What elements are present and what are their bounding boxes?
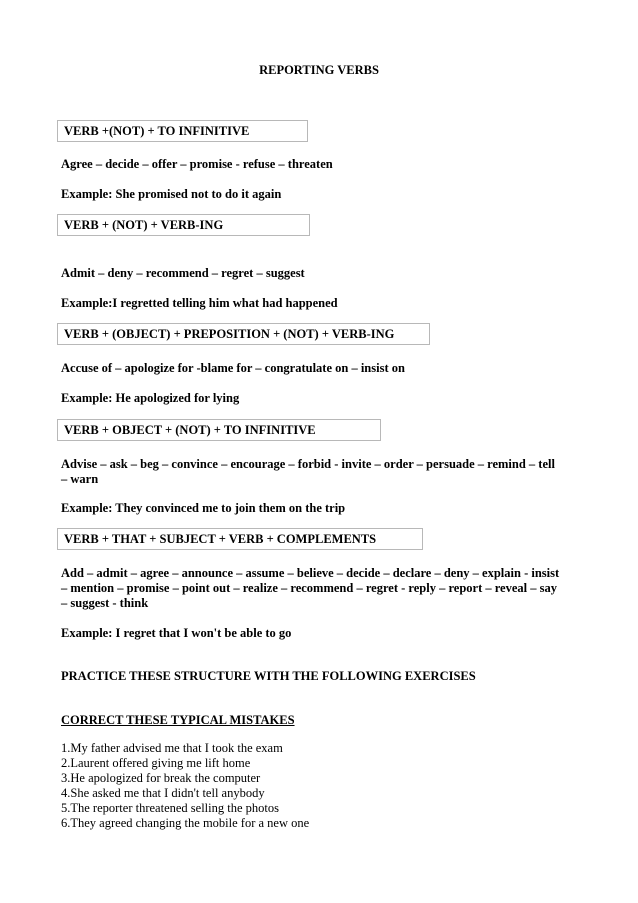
list-item: 6.They agreed changing the mobile for a new one: [61, 816, 310, 830]
section-header-verb-ing: VERB + (NOT) + VERB-ING: [57, 214, 310, 236]
list-item: 2.Laurent offered giving me lift home: [61, 756, 251, 770]
section-example: Example: I regret that I won't be able to go: [61, 626, 292, 640]
section-verbs-line: – warn: [61, 472, 99, 486]
section-verbs: Admit – deny – recommend – regret – suggest: [61, 266, 305, 280]
section-header-preposition: VERB + (OBJECT) + PREPOSITION + (NOT) + VERB-ING: [57, 323, 430, 345]
section-verbs: Agree – decide – offer – promise - refuse – threaten: [61, 157, 333, 171]
list-item: 5.The reporter threatened selling the photos: [61, 801, 279, 815]
section-header-to-infinitive: VERB +(NOT) + TO INFINITIVE: [57, 120, 308, 142]
section-header-that-clause: VERB + THAT + SUBJECT + VERB + COMPLEMENTS: [57, 528, 423, 550]
section-example: Example: They convinced me to join them on the trip: [61, 501, 346, 515]
section-header-object-infinitive: VERB + OBJECT + (NOT) + TO INFINITIVE: [57, 419, 381, 441]
mistakes-list: [61, 741, 309, 831]
section-example: Example: She promised not to do it again: [61, 187, 282, 201]
page-title: REPORTING VERBS: [259, 63, 379, 77]
list-item: 4.She asked me that I didn't tell anybody: [61, 786, 265, 800]
list-item: 1.My father advised me that I took the exam: [61, 741, 283, 755]
section-verbs: Accuse of – apologize for -blame for – congratulate on – insist on: [61, 361, 405, 375]
section-verbs-line: – mention – promise – point out – realize – recommend – regret - reply – report – reveal – say: [61, 581, 557, 595]
list-item: 3.He apologized for break the computer: [61, 771, 261, 785]
section-verbs-line: – suggest - think: [61, 596, 149, 610]
mistakes-heading: CORRECT THESE TYPICAL MISTAKES: [61, 713, 295, 727]
section-example: Example:I regretted telling him what had happened: [61, 296, 338, 310]
practice-heading: PRACTICE THESE STRUCTURE WITH THE FOLLOWING EXERCISES: [61, 669, 476, 683]
section-example: Example: He apologized for lying: [61, 391, 240, 405]
section-verbs-line: Add – admit – agree – announce – assume – believe – decide – declare – deny – explain - insist: [61, 566, 560, 580]
section-verbs-line: Advise – ask – beg – convince – encourage – forbid - invite – order – persuade – remind – tell: [61, 457, 555, 471]
